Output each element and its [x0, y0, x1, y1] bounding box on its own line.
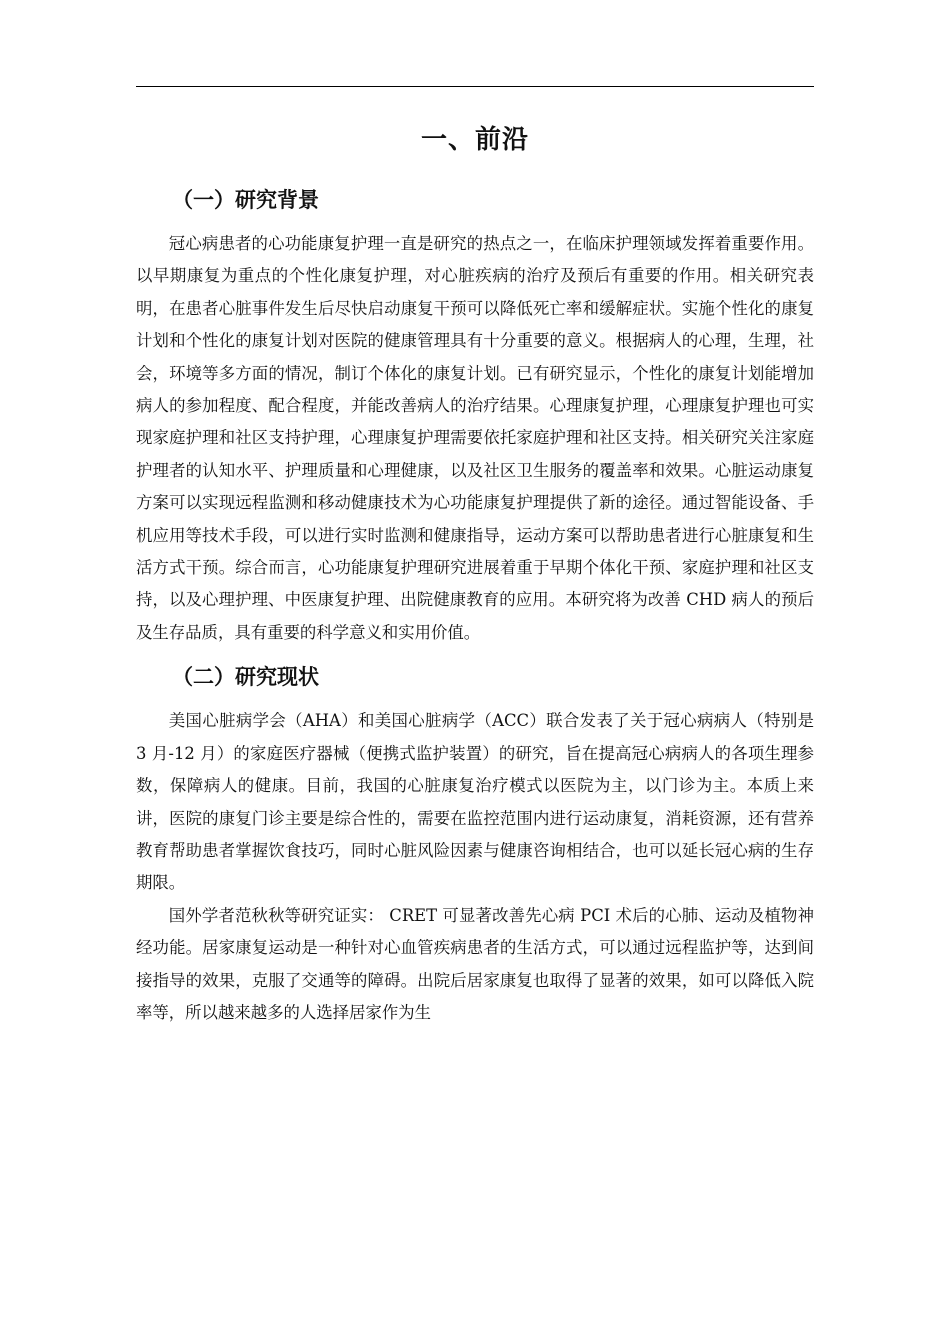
- status-paragraph-1: 美国心脏病学会（AHA）和美国心脏病学（ACC）联合发表了关于冠心病病人（特别是 3 月-12 月）的家庭医疗器械（便携式监护装置）的研究，旨在提高冠心病病人的各项生理参数，保障病人的健康。目前，我国的心脏康复治疗模式以医院为主，以门诊为主。本质上来讲，医院的康复门诊主要是综合性的，需要在监控范围内进行运动康复，消耗资源，还有营养教育帮助患者掌握饮食技巧，同时心脏风险因素与健康咨询相结合，也可以延长冠心病的生存期限。: [136, 711, 814, 893]
- header-rule: [136, 86, 814, 87]
- status-paragraph-2: 国外学者范秋秋等研究证实： CRET 可显著改善先心病 PCI 术后的心肺、运动及植物神经功能。居家康复运动是一种针对心血管疾病患者的生活方式，可以通过远程监护等，达到间接指导的效果，克服了交通等的障碍。出院后居家康复也取得了显著的效果，如可以降低入院率等，所以越来越多的人选择居家作为生: [136, 905, 814, 1022]
- chapter-title: 一、前沿: [420, 125, 529, 155]
- section-title-background: （一）研究背景: [172, 188, 319, 212]
- background-paragraph: 冠心病患者的心功能康复护理一直是研究的热点之一，在临床护理领域发挥着重要作用。以早期康复为重点的个性化康复护理，对心脏疾病的治疗及预后有重要的作用。相关研究表明，在患者心脏事件发生后尽快启动康复干预可以降低死亡率和缓解症状。实施个性化的康复计划和个性化的康复计划对医院的健康管理具有十分重要的意义。根据病人的心理，生理，社会，环境等多方面的情况，制订个体化的康复计划。已有研究显示，个性化的康复计划能增加病人的参加程度、配合程度，并能改善病人的治疗结果。心理康复护理，心理康复护理也可实现家庭护理和社区支持护理，心理康复护理需要依托家庭护理和社区支持。相关研究关注家庭护理者的认知水平、护理质量和心理健康，以及社区卫生服务的覆盖率和效果。心脏运动康复方案可以实现远程监测和移动健康技术为心功能康复护理提供了新的途径。通过智能设备、手机应用等技术手段，可以进行实时监测和健康指导，运动方案可以帮助患者进行心脏康复和生活方式干预。综合而言，心功能康复护理研究进展着重于早期个体化干预、家庭护理和社区支持，以及心理护理、中医康复护理、出院健康教育的应用。本研究将为改善 CHD 病人的预后及生存品质，具有重要的科学意义和实用价值。: [136, 234, 814, 642]
- page-content: [136, 112, 814, 1029]
- section-title-status: （二）研究现状: [172, 665, 319, 690]
